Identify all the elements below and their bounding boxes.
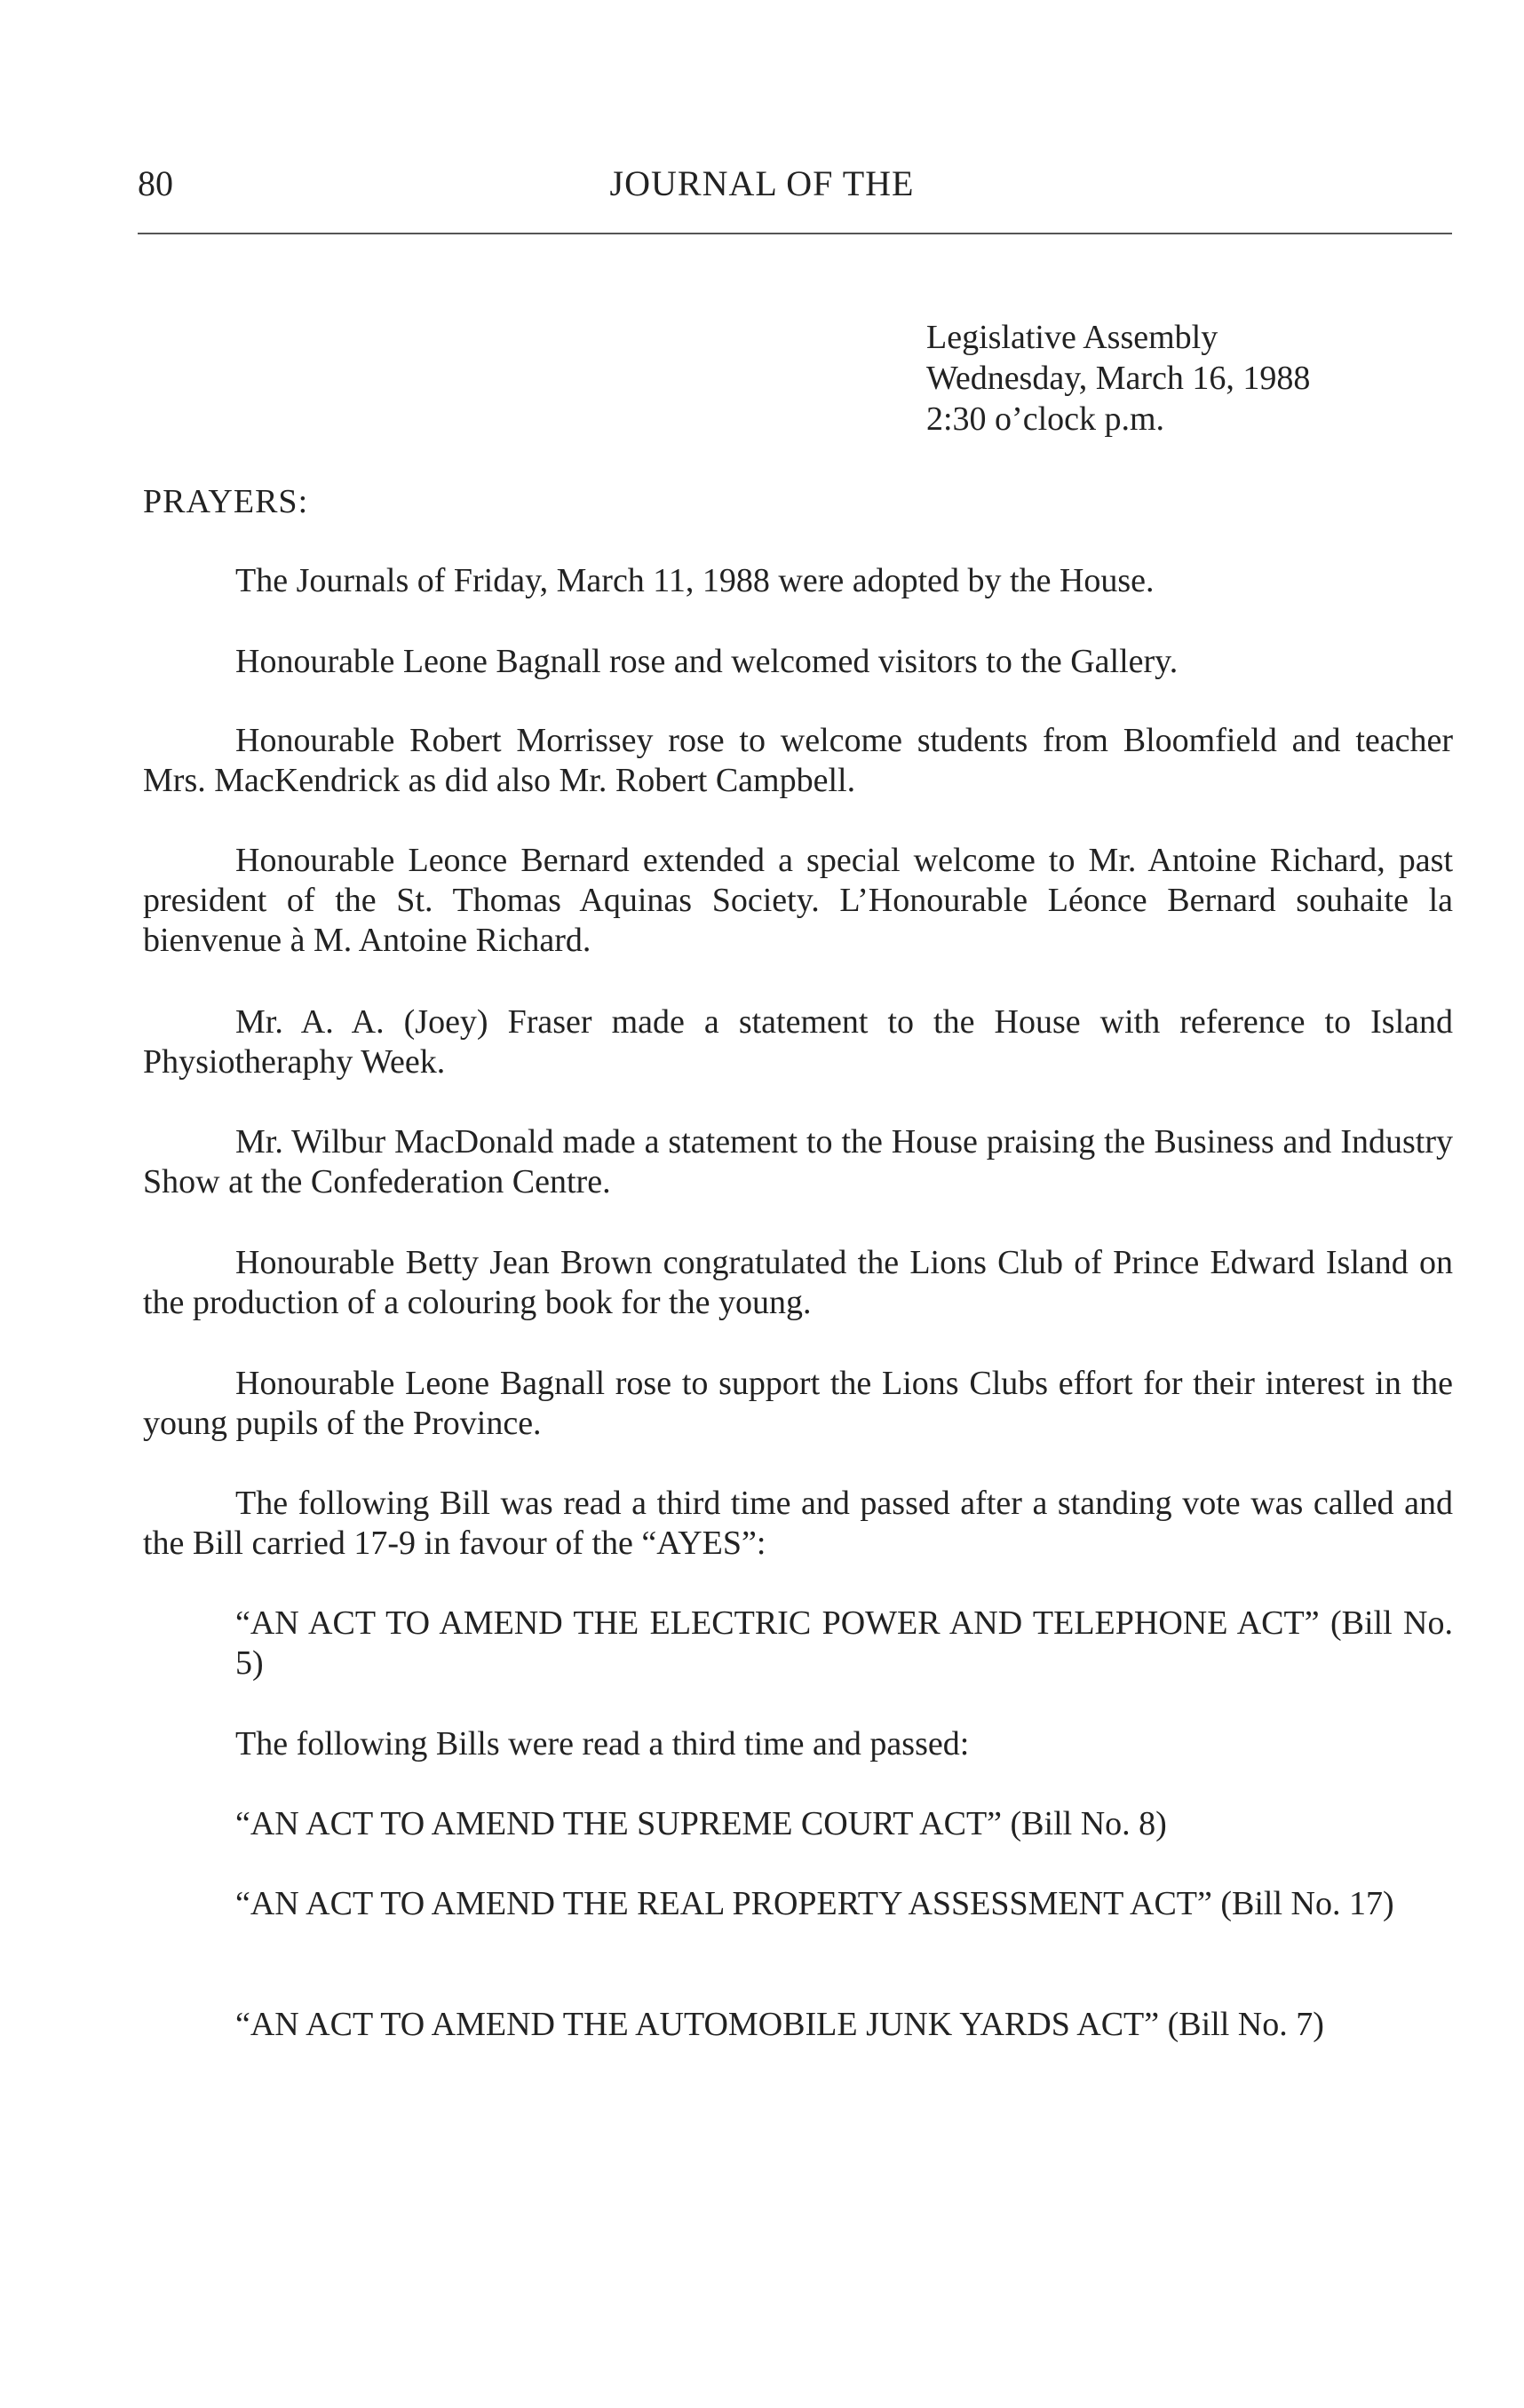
act-title: “AN ACT TO AMEND THE REAL PROPERTY ASSESSMENT ACT” (Bill No. 17) bbox=[235, 1885, 1394, 1922]
paragraph-standing-vote bbox=[143, 1484, 1453, 1564]
act-supreme-court bbox=[235, 1804, 1453, 1844]
paragraph-bagnall-welcome bbox=[143, 642, 1453, 682]
act-electric-power bbox=[235, 1604, 1453, 1683]
paragraph-text: Honourable Robert Morrissey rose to welcome students from Bloomfield and teacher Mrs. MacKendrick as did also Mr. Robert Campbell. bbox=[143, 722, 1453, 799]
paragraph-text: Honourable Betty Jean Brown congratulated the Lions Club of Prince Edward Island on the production of a colouring book for the young. bbox=[143, 1244, 1453, 1321]
paragraph-text: Honourable Leonce Bernard extended a special welcome to Mr. Antoine Richard, past president of the St. Thomas Aquinas Society. L’Honourable Léonce Bernard souhaite la bienvenue à M. Antoine Richard. bbox=[143, 842, 1453, 959]
dateline-date: Wednesday, March 16, 1988 bbox=[926, 360, 1311, 397]
paragraph-text: The following Bill was read a third time and passed after a standing vote was called and the Bill carried 17-9 in favour of the “AYES”: bbox=[143, 1485, 1453, 1562]
paragraph-fraser-statement bbox=[143, 1002, 1453, 1082]
act-title: “AN ACT TO AMEND THE ELECTRIC POWER AND TELEPHONE ACT” (Bill No. 5) bbox=[235, 1604, 1453, 1682]
paragraph-text: Mr. A. A. (Joey) Fraser made a statement to the House with reference to Island Physiotheraphy Week. bbox=[143, 1003, 1453, 1081]
dateline-assembly: Legislative Assembly bbox=[926, 319, 1218, 356]
paragraph-text: Honourable Leone Bagnall rose to support the Lions Clubs effort for their interest in the young pupils of the Province. bbox=[143, 1365, 1453, 1442]
paragraph-macdonald-statement bbox=[143, 1122, 1453, 1202]
paragraph-bernard-welcome bbox=[143, 841, 1453, 961]
prayers-heading: PRAYERS: bbox=[143, 483, 309, 520]
act-real-property bbox=[235, 1884, 1453, 1924]
dateline-block bbox=[926, 317, 1310, 440]
paragraph-journals-adopted bbox=[143, 561, 1453, 601]
act-title: “AN ACT TO AMEND THE AUTOMOBILE JUNK YARDS ACT” (Bill No. 7) bbox=[235, 2006, 1324, 2043]
header-rule bbox=[138, 233, 1452, 234]
running-head: JOURNAL OF THE bbox=[609, 163, 915, 203]
paragraph-text: The Journals of Friday, March 11, 1988 were adopted by the House. bbox=[235, 562, 1155, 599]
paragraph-bagnall-support bbox=[143, 1364, 1453, 1444]
paragraph-morrissey-welcome bbox=[143, 721, 1453, 801]
bills-passed-intro bbox=[235, 1724, 1453, 1764]
paragraph-text: The following Bills were read a third time and passed: bbox=[235, 1725, 970, 1762]
dateline-time: 2:30 o’clock p.m. bbox=[926, 400, 1165, 438]
paragraph-text: Honourable Leone Bagnall rose and welcomed visitors to the Gallery. bbox=[235, 643, 1179, 680]
act-title: “AN ACT TO AMEND THE SUPREME COURT ACT” (Bill No. 8) bbox=[235, 1805, 1167, 1842]
paragraph-brown-congratulations bbox=[143, 1243, 1453, 1323]
page-number: 80 bbox=[138, 163, 173, 203]
paragraph-text: Mr. Wilbur MacDonald made a statement to the House praising the Business and Industry Show at the Confederation Centre. bbox=[143, 1123, 1453, 1200]
act-automobile-junk-yards bbox=[235, 2005, 1453, 2045]
